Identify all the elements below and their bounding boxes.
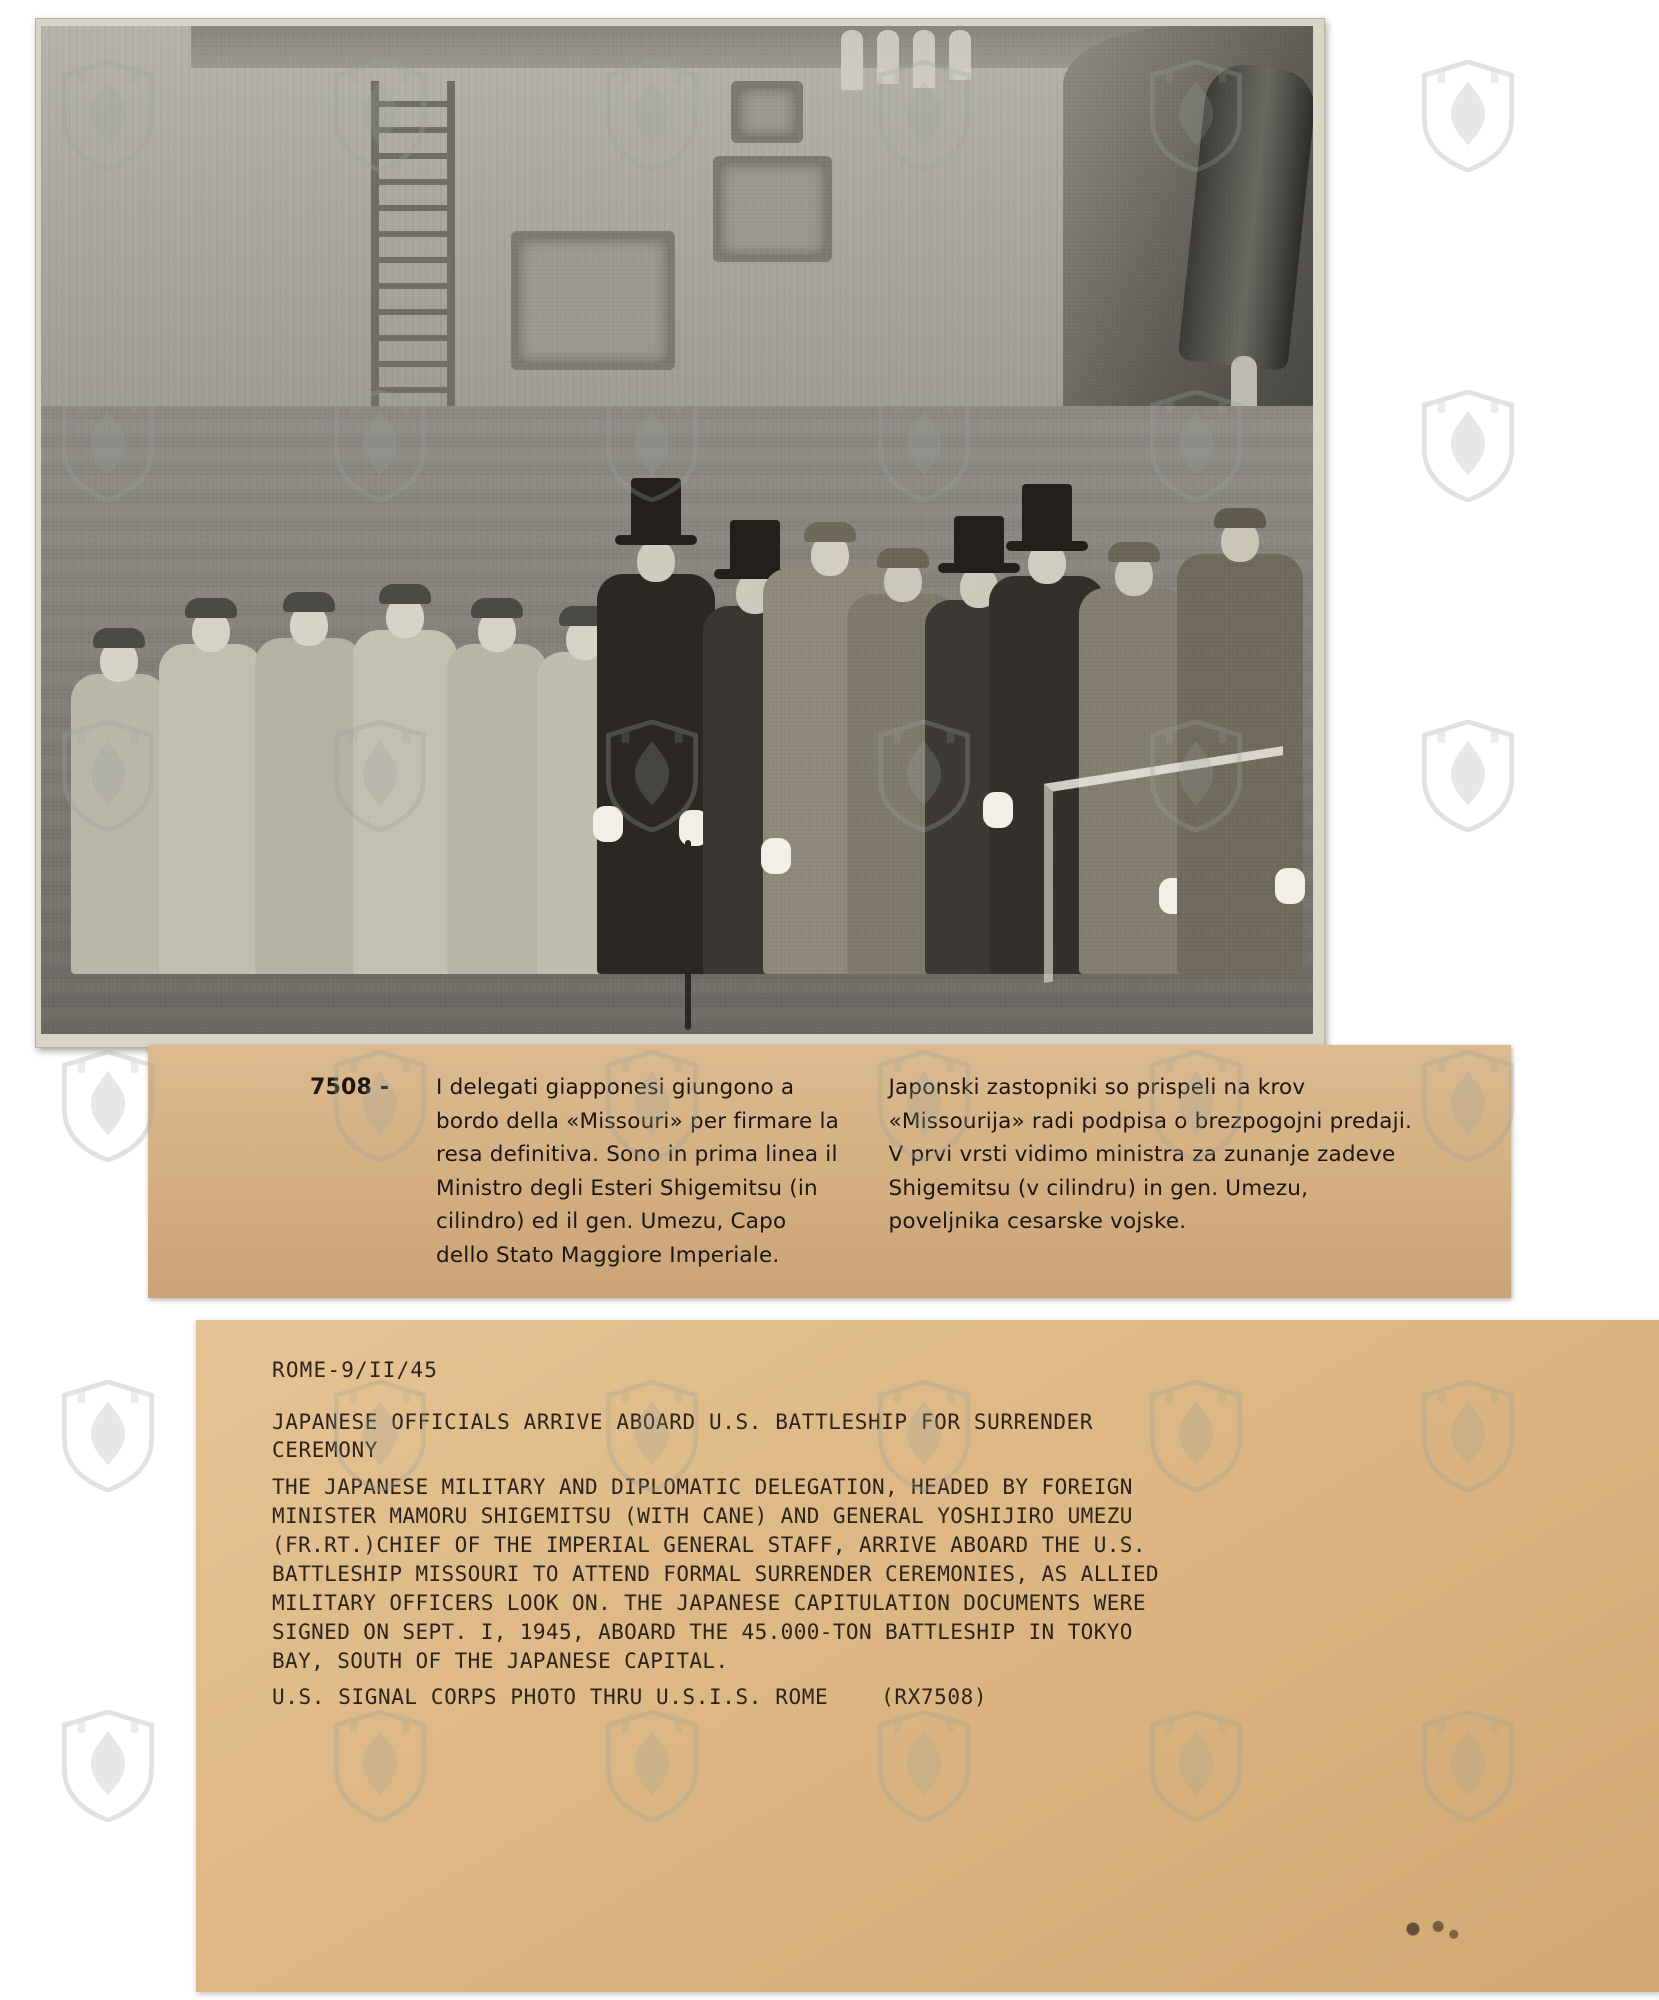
body-line: THE JAPANESE MILITARY AND DIPLOMATIC DELEGATION, HEADED BY FOREIGN [272, 1474, 1133, 1499]
caption-italian-column [178, 1071, 875, 1276]
perched-sailor [877, 30, 899, 84]
white-glove [761, 838, 791, 874]
caption-italian-text: I delegati giapponesi giungono a bordo della «Missouri» per firmare la resa definitiva. Sono in prima linea il Ministro degli Esteri Shigemitsu (in cilindro) ed il gen. Umezu, Capo dello Stato Maggiore Imperiale. [436, 1075, 840, 1268]
allied-officer [71, 674, 167, 974]
officer-cap-icon [471, 598, 523, 618]
watermark-shield-icon [60, 1050, 156, 1162]
body-line: MILITARY OFFICERS LOOK ON. THE JAPANESE CAPITULATION DOCUMENTS WERE [272, 1590, 1146, 1615]
press-headline [272, 1408, 1613, 1465]
caption-slovene-text: Japonski zastopniki so prispeli na krov «Missourija» radi podpisa o brezpogojni predaji. V prvi vrsti vidimo ministra za zunanje zadeve Shigemitsu (v cilindru) in gen. Umezu, poveljnika cesarske vojske. [888, 1075, 1413, 1235]
ship-ladder [371, 81, 455, 411]
bulkhead-hatch-medium [713, 156, 832, 262]
top-hat-icon [954, 516, 1004, 568]
officer-cap-icon [93, 628, 145, 648]
ink-smudge [1401, 1916, 1461, 1942]
watermark-shield-icon [1420, 60, 1516, 172]
body-line: SIGNED ON SEPT. I, 1945, ABOARD THE 45.000-TON BATTLESHIP IN TOKYO [272, 1619, 1133, 1644]
gun-barrel [1178, 61, 1313, 371]
headline-line: JAPANESE OFFICIALS ARRIVE ABOARD U.S. BATTLESHIP FOR SURRENDER [272, 1410, 1094, 1434]
caption-number: 7508 - [310, 1075, 390, 1100]
foreign-minister-shigemitsu [597, 574, 715, 974]
headline-line: CEREMONY [272, 1438, 378, 1463]
bulkhead-hatch-small [731, 81, 803, 143]
military-cap-icon [877, 548, 929, 568]
press-release-sheet [196, 1320, 1659, 1992]
allied-officer [255, 638, 363, 974]
allied-officer [353, 630, 457, 974]
caption-slip [148, 1045, 1511, 1298]
body-line: MINISTER MAMORU SHIGEMITSU (WITH CANE) AND GENERAL YOSHIJIRO UMEZU [272, 1503, 1133, 1528]
top-hat-icon [730, 520, 780, 574]
press-dateline: ROME-9/II/45 [272, 1358, 439, 1382]
watermark-shield-icon [1420, 390, 1516, 502]
allied-officer [159, 644, 263, 974]
photograph-print [35, 18, 1325, 1048]
press-credit: U.S. SIGNAL CORPS PHOTO THRU U.S.I.S. ROME (RX7508) [272, 1685, 988, 1710]
body-line: (FR.RT.)CHIEF OF THE IMPERIAL GENERAL STAFF, ARRIVE ABOARD THE U.S. [272, 1532, 1146, 1557]
press-body [272, 1473, 1613, 1676]
allied-officer [447, 644, 547, 974]
top-hat-icon [1022, 484, 1072, 546]
perched-sailor [949, 30, 971, 80]
caption-slovene-column [875, 1071, 1482, 1276]
walking-cane [685, 840, 691, 1030]
officer-cap-icon [283, 592, 335, 612]
officer-cap-icon [185, 598, 237, 618]
bulkhead-hatch-large [511, 231, 675, 370]
officer-cap-icon [379, 584, 431, 604]
body-line: BATTLESHIP MISSOURI TO ATTEND FORMAL SURRENDER CEREMONIES, AS ALLIED [272, 1561, 1159, 1586]
perched-sailor [841, 30, 863, 90]
military-cap-icon [804, 522, 856, 542]
deck-railing [1044, 746, 1283, 983]
military-cap-icon [1108, 542, 1160, 562]
watermark-shield-icon [1420, 720, 1516, 832]
body-line: BAY, SOUTH OF THE JAPANESE CAPITAL. [272, 1648, 729, 1673]
photograph-image [41, 26, 1313, 1034]
shigemitsu-head [637, 540, 675, 582]
watermark-shield-icon [60, 1380, 156, 1492]
perched-sailor [913, 30, 935, 88]
watermark-shield-icon [60, 1710, 156, 1822]
white-glove [983, 792, 1013, 828]
top-hat-icon [631, 478, 681, 540]
white-glove [593, 806, 623, 842]
military-cap-icon [1214, 508, 1266, 528]
